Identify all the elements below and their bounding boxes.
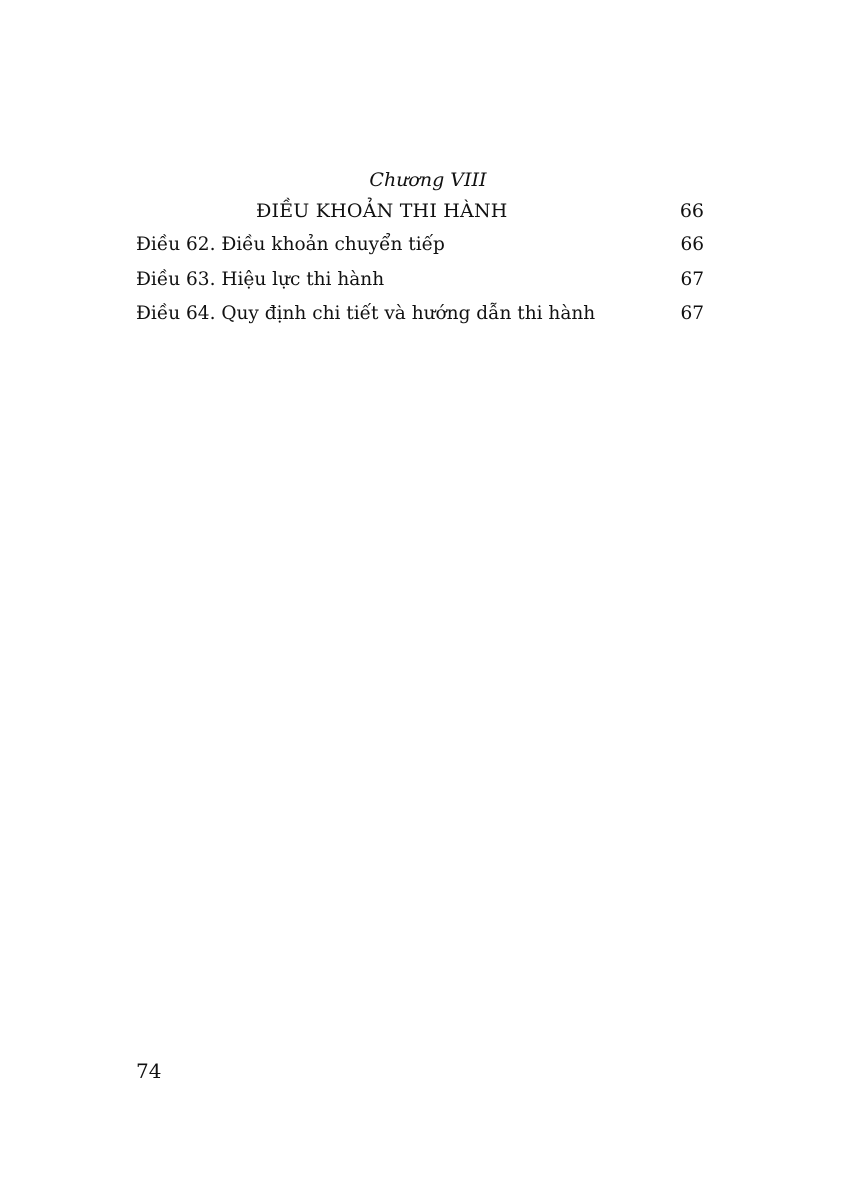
chapter-heading-row (136, 194, 704, 228)
chapter-label: Chương VIII (369, 169, 487, 191)
table-of-contents (136, 166, 704, 332)
chapter-page-number: 66 (679, 200, 704, 222)
toc-entry (136, 263, 704, 298)
toc-entry-title: Điều 62. Điều khoản chuyển tiếp (136, 234, 445, 255)
toc-entry-page-number: 67 (680, 268, 704, 290)
toc-entry-page-number: 67 (680, 303, 704, 324)
toc-entry-title: Điều 63. Hiệu lực thi hành (136, 268, 385, 290)
toc-entry-title: Điều 64. Quy định chi tiết và hướng dẫn thi hành (136, 303, 596, 324)
chapter-title: ĐIỀU KHOẢN THI HÀNH (256, 200, 508, 222)
toc-entry (136, 297, 704, 332)
footer-page-number: 74 (136, 1059, 162, 1083)
toc-entry-page-number: 66 (680, 234, 704, 255)
toc-entry (136, 228, 704, 263)
